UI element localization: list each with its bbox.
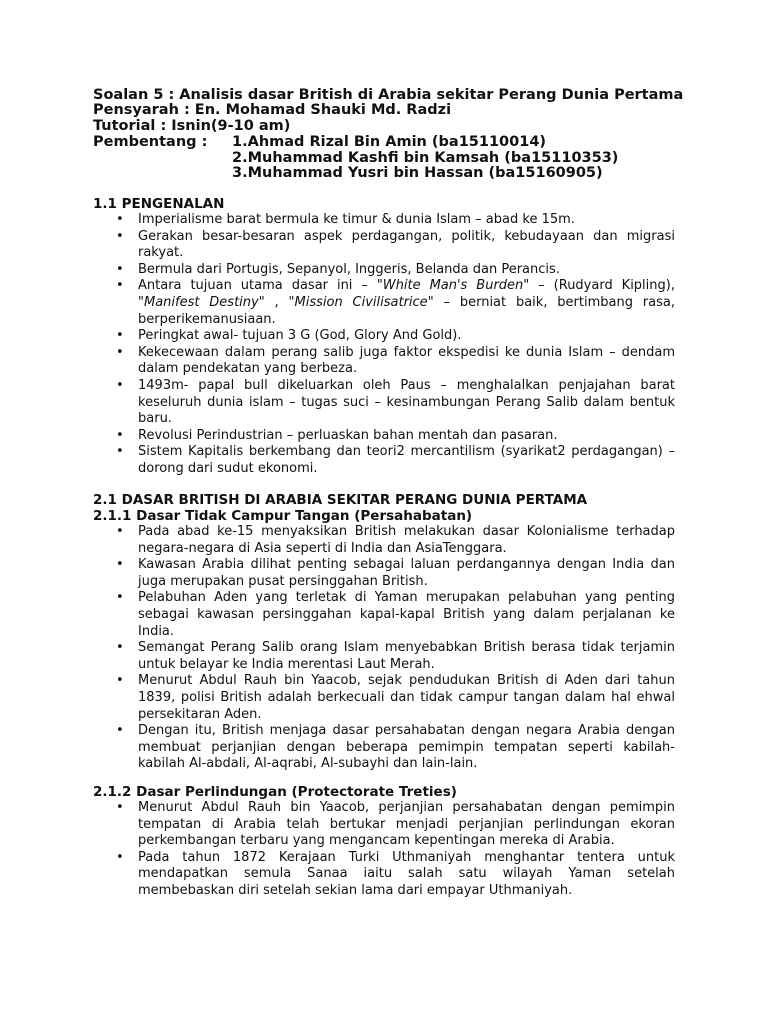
list-item: • Kawasan Arabia dilihat penting sebagai laluan perdangannya dengan India dan juga merupakan pusat persinggahan British. (93, 557, 675, 590)
section-2-heading: 2.1 DASAR BRITISH DI ARABIA SEKITAR PERANG DUNIA PERTAMA (93, 492, 588, 508)
list-item: • Pada tahun 1872 Kerajaan Turki Uthmaniyah menghantar tentera untuk mendapatkan semula Sanaa iaitu salah satu wilayah Yaman setelah membebaskan diri setelah sekian lama dari empayar Uthmaniyah. (93, 850, 675, 900)
list-item: • Bermula dari Portugis, Sepanyol, Inggeris, Belanda dan Perancis. (93, 262, 675, 279)
list-item: • Menurut Abdul Rauh bin Yaacob, perjanjian persahabatan dengan pemimpin tempatan di Arabia telah bertukar menjadi perjanjian perlindungan ekoran perkembangan terbaru yang mengancam kepentingan mereka di Arabia. (93, 800, 675, 850)
tutorial-line: Tutorial : Isnin(9-10 am) (93, 118, 291, 134)
section-1-list (93, 212, 675, 478)
list-item: • Imperialisme barat bermula ke timur & dunia Islam – abad ke 15m. (93, 212, 675, 229)
presenter-3: 3.Muhammad Yusri bin Hassan (ba15160905) (232, 165, 603, 181)
presenter-1: 1.Ahmad Rizal Bin Amin (ba15110014) (232, 134, 547, 150)
list-item: • Sistem Kapitalis berkembang dan teori2 mercantilism (syarikat2 perdagangan) – dorong dari sudut ekonomi. (93, 444, 675, 477)
presenters-label: Pembentang : (93, 134, 208, 150)
list-item: • Antara tujuan utama dasar ini – "White Man's Burden" – (Rudyard Kipling), "Manifest Destiny" , "Mission Civilisatrice" – berniat baik, bertimbang rasa, berperikemanusiaan. (93, 278, 675, 328)
list-item: • Gerakan besar-besaran aspek perdagangan, politik, kebudayaan dan migrasi rakyat. (93, 229, 675, 262)
list-item: • Revolusi Perindustrian – perluaskan bahan mentah dan pasaran. (93, 428, 675, 445)
list-item: • Peringkat awal- tujuan 3 G (God, Glory And Gold). (93, 328, 675, 345)
list-item: • Pada abad ke-15 menyaksikan British melakukan dasar Kolonialisme terhadap negara-negara di Asia seperti di India dan AsiaTenggara. (93, 524, 675, 557)
section-1-heading: 1.1 PENGENALAN (93, 196, 225, 212)
subsection-2-1-2-list (93, 800, 675, 900)
list-item: • Menurut Abdul Rauh bin Yaacob, sejak pendudukan British di Aden dari tahun 1839, polisi British adalah berkecuali dan tidak campur tangan dalam hal ehwal persekitaran Aden. (93, 673, 675, 723)
subsection-2-1-1-heading: 2.1.1 Dasar Tidak Campur Tangan (Persahabatan) (93, 508, 473, 524)
list-item: • Kekecewaan dalam perang salib juga faktor ekspedisi ke dunia Islam – dendam dalam pendekatan yang berbeza. (93, 345, 675, 378)
list-item: • Pelabuhan Aden yang terletak di Yaman merupakan pelabuhan yang penting sebagai kawasan persinggahan kapal-kapal British yang dalam perjalanan ke India. (93, 590, 675, 640)
subsection-2-1-1-list (93, 524, 675, 773)
subsection-2-1-2-heading: 2.1.2 Dasar Perlindungan (Protectorate Treties) (93, 784, 457, 800)
presenter-2: 2.Muhammad Kashfi bin Kamsah (ba15110353) (232, 150, 619, 166)
list-item: • 1493m- papal bull dikeluarkan oleh Paus – menghalalkan penjajahan barat keseluruh dunia islam – tugas suci – kesinambungan Perang Salib dalam bentuk baru. (93, 378, 675, 428)
list-item: • Dengan itu, British menjaga dasar persahabatan dengan negara Arabia dengan membuat perjanjian dengan beberapa pemimpin tempatan seperti kabilah-kabilah Al-abdali, Al-aqrabi, Al-subayhi dan lain-lain. (93, 723, 675, 773)
lecturer-line: Pensyarah : En. Mohamad Shauki Md. Radzi (93, 102, 452, 118)
question-title: Soalan 5 : Analisis dasar British di Arabia sekitar Perang Dunia Pertama (93, 87, 684, 103)
list-item: • Semangat Perang Salib orang Islam menyebabkan British berasa tidak terjamin untuk belayar ke India merentasi Laut Merah. (93, 640, 675, 673)
